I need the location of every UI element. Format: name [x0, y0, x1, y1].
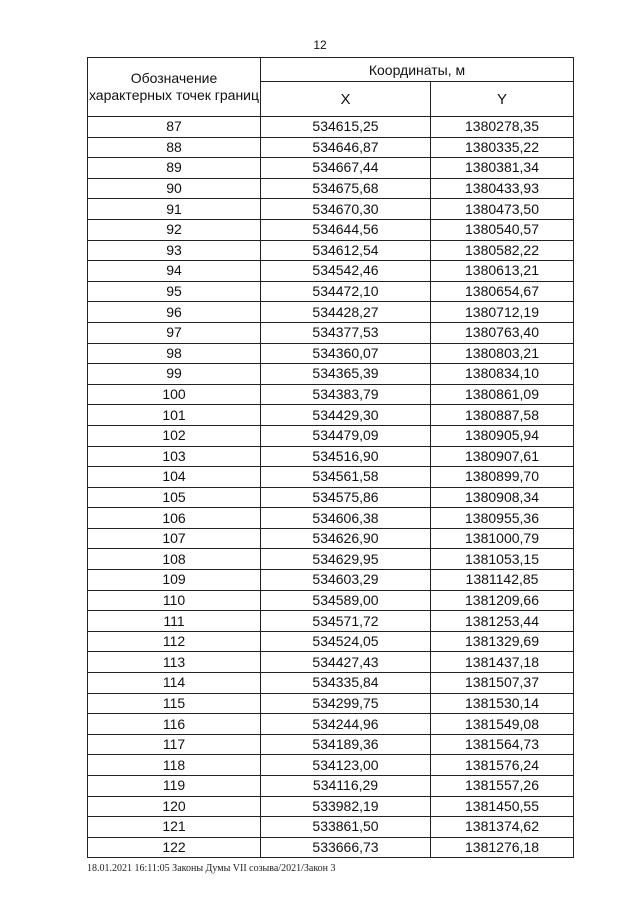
x-coordinate-cell: 533666,73 [261, 837, 431, 858]
x-coordinate-cell: 534571,72 [261, 611, 431, 632]
header-coordinates: Координаты, м [261, 58, 574, 82]
point-number-cell: 118 [88, 755, 261, 776]
table-row [88, 837, 574, 858]
y-coordinate-cell: 1380381,34 [431, 158, 574, 179]
table-row [88, 302, 574, 323]
coordinates-table [87, 57, 574, 858]
point-number-cell: 87 [88, 117, 261, 138]
point-number-cell: 109 [88, 570, 261, 591]
point-number-cell: 88 [88, 137, 261, 158]
table-row [88, 776, 574, 797]
x-coordinate-cell: 534675,68 [261, 178, 431, 199]
table-row [88, 467, 574, 488]
y-coordinate-cell: 1381549,08 [431, 714, 574, 735]
table-row [88, 570, 574, 591]
y-coordinate-cell: 1380955,36 [431, 508, 574, 529]
x-coordinate-cell: 534626,90 [261, 528, 431, 549]
point-number-cell: 92 [88, 219, 261, 240]
header-x: X [261, 82, 431, 117]
y-coordinate-cell: 1381557,26 [431, 776, 574, 797]
x-coordinate-cell: 534429,30 [261, 405, 431, 426]
y-coordinate-cell: 1380582,22 [431, 240, 574, 261]
x-coordinate-cell: 534561,58 [261, 467, 431, 488]
y-coordinate-cell: 1380540,57 [431, 219, 574, 240]
x-coordinate-cell: 534644,56 [261, 219, 431, 240]
y-coordinate-cell: 1380654,67 [431, 281, 574, 302]
x-coordinate-cell: 534646,87 [261, 137, 431, 158]
table-row [88, 137, 574, 158]
point-number-cell: 98 [88, 343, 261, 364]
x-coordinate-cell: 534299,75 [261, 693, 431, 714]
table-row [88, 240, 574, 261]
footer-stamp: 18.01.2021 16:11:05 Законы Думы VII созыва/2021/Закон 3 [87, 863, 336, 874]
point-number-cell: 113 [88, 652, 261, 673]
header-y: Y [431, 82, 574, 117]
point-number-cell: 96 [88, 302, 261, 323]
y-coordinate-cell: 1380907,61 [431, 446, 574, 467]
table-row [88, 219, 574, 240]
table-row [88, 508, 574, 529]
x-coordinate-cell: 534524,05 [261, 631, 431, 652]
point-number-cell: 93 [88, 240, 261, 261]
x-coordinate-cell: 534428,27 [261, 302, 431, 323]
table-header [88, 58, 574, 117]
table-row [88, 178, 574, 199]
point-number-cell: 97 [88, 322, 261, 343]
x-coordinate-cell: 534575,86 [261, 487, 431, 508]
table-row [88, 549, 574, 570]
table-row [88, 158, 574, 179]
y-coordinate-cell: 1381329,69 [431, 631, 574, 652]
x-coordinate-cell: 534516,90 [261, 446, 431, 467]
x-coordinate-cell: 534589,00 [261, 590, 431, 611]
point-number-cell: 94 [88, 261, 261, 282]
point-number-cell: 105 [88, 487, 261, 508]
x-coordinate-cell: 534360,07 [261, 343, 431, 364]
x-coordinate-cell: 534542,46 [261, 261, 431, 282]
y-coordinate-cell: 1381053,15 [431, 549, 574, 570]
point-number-cell: 110 [88, 590, 261, 611]
table-row [88, 117, 574, 138]
point-number-cell: 119 [88, 776, 261, 797]
x-coordinate-cell: 534629,95 [261, 549, 431, 570]
y-coordinate-cell: 1380473,50 [431, 199, 574, 220]
table-row [88, 796, 574, 817]
point-number-cell: 114 [88, 673, 261, 694]
y-coordinate-cell: 1380861,09 [431, 384, 574, 405]
y-coordinate-cell: 1380908,34 [431, 487, 574, 508]
y-coordinate-cell: 1381209,66 [431, 590, 574, 611]
table-row [88, 652, 574, 673]
point-number-cell: 117 [88, 734, 261, 755]
y-coordinate-cell: 1380803,21 [431, 343, 574, 364]
x-coordinate-cell: 533982,19 [261, 796, 431, 817]
point-number-cell: 111 [88, 611, 261, 632]
y-coordinate-cell: 1380763,40 [431, 322, 574, 343]
y-coordinate-cell: 1381276,18 [431, 837, 574, 858]
x-coordinate-cell: 534189,36 [261, 734, 431, 755]
point-number-cell: 103 [88, 446, 261, 467]
table-row [88, 611, 574, 632]
y-coordinate-cell: 1380712,19 [431, 302, 574, 323]
y-coordinate-cell: 1380433,93 [431, 178, 574, 199]
x-coordinate-cell: 534479,09 [261, 425, 431, 446]
x-coordinate-cell: 534123,00 [261, 755, 431, 776]
table-row [88, 281, 574, 302]
point-number-cell: 112 [88, 631, 261, 652]
y-coordinate-cell: 1381530,14 [431, 693, 574, 714]
y-coordinate-cell: 1381142,85 [431, 570, 574, 591]
y-coordinate-cell: 1381253,44 [431, 611, 574, 632]
point-number-cell: 91 [88, 199, 261, 220]
y-coordinate-cell: 1381450,55 [431, 796, 574, 817]
table-row [88, 405, 574, 426]
x-coordinate-cell: 534615,25 [261, 117, 431, 138]
table-row [88, 487, 574, 508]
y-coordinate-cell: 1381437,18 [431, 652, 574, 673]
point-number-cell: 121 [88, 817, 261, 838]
point-number-cell: 106 [88, 508, 261, 529]
y-coordinate-cell: 1380613,21 [431, 261, 574, 282]
point-number-cell: 107 [88, 528, 261, 549]
x-coordinate-cell: 534606,38 [261, 508, 431, 529]
y-coordinate-cell: 1380905,94 [431, 425, 574, 446]
table-row [88, 590, 574, 611]
x-coordinate-cell: 534612,54 [261, 240, 431, 261]
point-number-cell: 90 [88, 178, 261, 199]
x-coordinate-cell: 534670,30 [261, 199, 431, 220]
table-row [88, 384, 574, 405]
y-coordinate-cell: 1381000,79 [431, 528, 574, 549]
x-coordinate-cell: 534667,44 [261, 158, 431, 179]
x-coordinate-cell: 534427,43 [261, 652, 431, 673]
x-coordinate-cell: 534116,29 [261, 776, 431, 797]
table-row [88, 343, 574, 364]
x-coordinate-cell: 534383,79 [261, 384, 431, 405]
y-coordinate-cell: 1380335,22 [431, 137, 574, 158]
x-coordinate-cell: 534365,39 [261, 364, 431, 385]
table-row [88, 693, 574, 714]
table-row [88, 755, 574, 776]
point-number-cell: 122 [88, 837, 261, 858]
table-row [88, 734, 574, 755]
point-number-cell: 95 [88, 281, 261, 302]
point-number-cell: 104 [88, 467, 261, 488]
point-number-cell: 120 [88, 796, 261, 817]
point-number-cell: 108 [88, 549, 261, 570]
y-coordinate-cell: 1380834,10 [431, 364, 574, 385]
y-coordinate-cell: 1381576,24 [431, 755, 574, 776]
x-coordinate-cell: 534472,10 [261, 281, 431, 302]
point-number-cell: 89 [88, 158, 261, 179]
table-row [88, 673, 574, 694]
point-number-cell: 102 [88, 425, 261, 446]
table-row [88, 425, 574, 446]
table-body [88, 117, 574, 858]
page-number: 12 [313, 38, 327, 52]
y-coordinate-cell: 1381507,37 [431, 673, 574, 694]
point-number-cell: 101 [88, 405, 261, 426]
y-coordinate-cell: 1381374,62 [431, 817, 574, 838]
y-coordinate-cell: 1381564,73 [431, 734, 574, 755]
x-coordinate-cell: 534244,96 [261, 714, 431, 735]
y-coordinate-cell: 1380899,70 [431, 467, 574, 488]
table-row [88, 364, 574, 385]
point-number-cell: 100 [88, 384, 261, 405]
table-row [88, 714, 574, 735]
table-row [88, 446, 574, 467]
y-coordinate-cell: 1380887,58 [431, 405, 574, 426]
x-coordinate-cell: 533861,50 [261, 817, 431, 838]
x-coordinate-cell: 534603,29 [261, 570, 431, 591]
table-row [88, 631, 574, 652]
table-row [88, 322, 574, 343]
header-point-designation: Обозначение характерных точек границ [88, 58, 261, 117]
table-row [88, 528, 574, 549]
x-coordinate-cell: 534377,53 [261, 322, 431, 343]
table-row [88, 261, 574, 282]
x-coordinate-cell: 534335,84 [261, 673, 431, 694]
y-coordinate-cell: 1380278,35 [431, 117, 574, 138]
point-number-cell: 99 [88, 364, 261, 385]
table-row [88, 199, 574, 220]
point-number-cell: 115 [88, 693, 261, 714]
point-number-cell: 116 [88, 714, 261, 735]
table-row [88, 817, 574, 838]
